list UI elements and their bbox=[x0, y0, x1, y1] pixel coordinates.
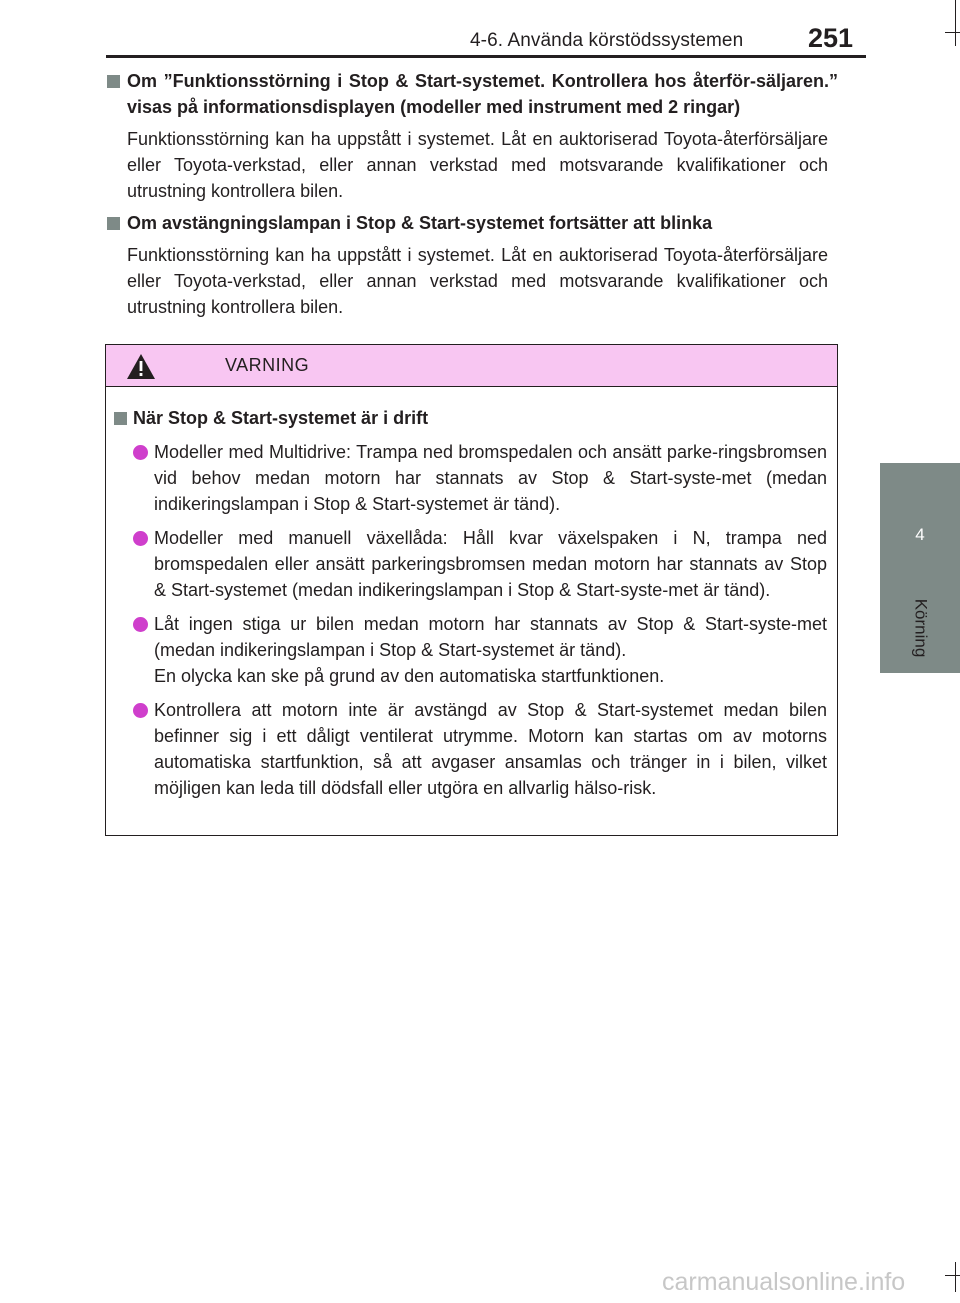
warning-body bbox=[106, 387, 837, 801]
chapter-label bbox=[906, 583, 934, 673]
header-rule bbox=[106, 55, 866, 58]
warning-heading-text: När Stop & Start-systemet är i drift bbox=[133, 408, 429, 428]
chapter-number: 4 bbox=[915, 525, 925, 544]
section-heading-text: Om ”Funktionsstörning i Stop & Start-systemet. Kontrollera hos återför-säljaren.” visas på informationsdisplayen (modeller med instrument med 2 ringar) bbox=[127, 71, 838, 117]
warning-title: VARNING bbox=[225, 355, 310, 375]
warning-item-text: Kontrollera att motorn inte är avstängd av Stop & Start-systemet medan bilen befinner sig i ett dåligt ventilerat utrymme. Motorn kan startas om av motorns automatiska startfunktion, så att avgaser ansamlas och tränger in i bilen, vilket möjligen kan leda till dödsfall eller utgöra en allvarlig hälso-risk. bbox=[154, 700, 827, 798]
square-bullet-icon bbox=[107, 75, 120, 88]
warning-item-text: Modeller med Multidrive: Trampa ned bromspedalen och ansätt parke-ringsbromsen vid behov medan motorn har stannats av Stop & Start-syste-met (medan indikeringslampan i Stop & Start-systemet är tänd). bbox=[154, 442, 827, 514]
square-bullet-icon bbox=[107, 217, 120, 230]
section-heading bbox=[106, 68, 838, 120]
header-section-title: 4-6. Använda körstödssystemen bbox=[470, 30, 744, 51]
square-bullet-icon bbox=[114, 412, 127, 425]
round-bullet-icon bbox=[133, 703, 148, 718]
round-bullet-icon bbox=[133, 617, 148, 632]
page-number: 251 bbox=[808, 23, 854, 53]
warning-item-text: Modeller med manuell växellåda: Håll kvar växelspaken i N, trampa ned bromspedalen eller ansätt parkeringsbromsen medan motorn har stannats av Stop & Start-systemet (medan indikeringslampan i Stop & Start-syste-met är tänd). bbox=[154, 528, 827, 600]
warning-header bbox=[106, 345, 837, 387]
main-content bbox=[106, 68, 838, 324]
section-body: Funktionsstörning kan ha uppstått i systemet. Låt en auktoriserad Toyota-återförsäljare eller Toyota-verkstad, eller annan verkstad med motsvarande kvalifikationer och utrustning kontrollera bilen. bbox=[127, 245, 828, 317]
section-block bbox=[106, 68, 838, 204]
warning-triangle-icon bbox=[126, 353, 156, 380]
warning-item bbox=[114, 697, 827, 801]
warning-item bbox=[114, 611, 827, 689]
warning-item bbox=[114, 525, 827, 603]
round-bullet-icon bbox=[133, 531, 148, 546]
warning-item-note: En olycka kan ske på grund av den automatiska startfunktionen. bbox=[154, 666, 665, 686]
section-heading bbox=[106, 210, 838, 236]
chapter-label-text: Körning bbox=[911, 598, 931, 658]
watermark: carmanualsonline.info bbox=[662, 1268, 906, 1296]
section-body: Funktionsstörning kan ha uppstått i systemet. Låt en auktoriserad Toyota-återförsäljare eller Toyota-verkstad, eller annan verkstad med motsvarande kvalifikationer och utrustning kontrollera bilen. bbox=[127, 129, 828, 201]
warning-box bbox=[105, 344, 838, 836]
section-block bbox=[106, 210, 838, 320]
section-heading-text: Om avstängningslampan i Stop & Start-systemet fortsätter att blinka bbox=[127, 213, 713, 233]
warning-heading bbox=[114, 405, 827, 431]
round-bullet-icon bbox=[133, 445, 148, 460]
warning-item-text: Låt ingen stiga ur bilen medan motorn har stannats av Stop & Start-syste-met (medan indikeringslampan i Stop & Start-systemet är tänd). bbox=[154, 614, 827, 660]
warning-item bbox=[114, 439, 827, 517]
